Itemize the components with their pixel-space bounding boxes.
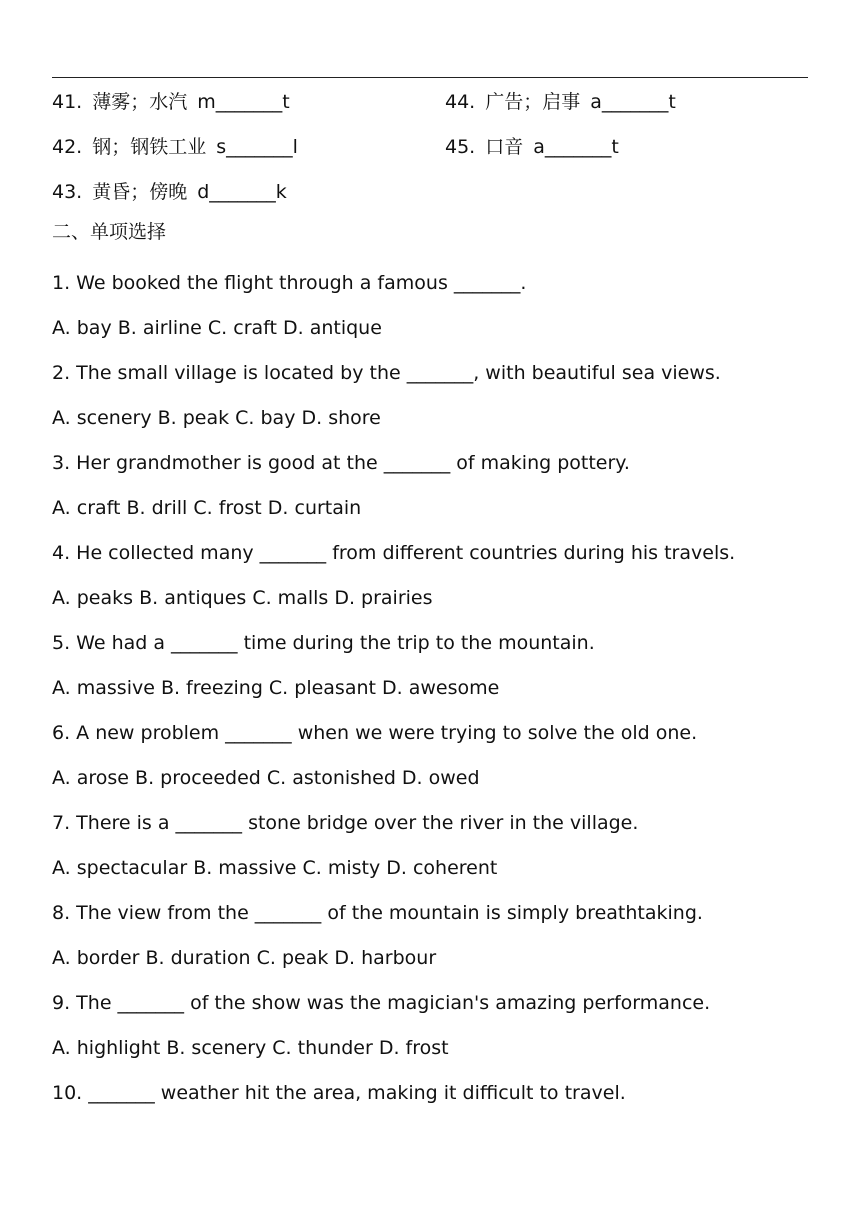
question-stem: 5. We had a _______ time during the trip to the mountain. [52, 632, 595, 654]
vocab-item-42 [52, 131, 298, 163]
vocab-item-44 [445, 86, 676, 118]
question-options: A. spectacular B. massive C. misty D. coherent [52, 857, 498, 879]
question-stem: 2. The small village is located by the _______, with beautiful sea views. [52, 362, 721, 384]
question-stem: 1. We booked the flight through a famous _______. [52, 272, 527, 294]
vocab-hint: 钢；钢铁工业 [92, 136, 207, 158]
vocab-hint: 黄昏；傍晚 [92, 181, 188, 203]
vocab-item-45 [445, 131, 619, 163]
section-title: 二、单项选择 [52, 221, 167, 243]
question-options: A. craft B. drill C. frost D. curtain [52, 497, 362, 519]
vocab-hint: 广告；启事 [485, 91, 581, 113]
question-stem: 8. The view from the _______ of the mountain is simply breathtaking. [52, 902, 703, 924]
question-stem: 10. _______ weather hit the area, making it difficult to travel. [52, 1082, 626, 1104]
question-options: A. scenery B. peak C. bay D. shore [52, 407, 381, 429]
question-options: A. massive B. freezing C. pleasant D. awesome [52, 677, 500, 699]
question-list [52, 261, 832, 1116]
vocab-blank: s_______l [216, 136, 298, 158]
header-rule [52, 77, 808, 78]
vocab-number: 44. [445, 91, 476, 113]
question-options: A. border B. duration C. peak D. harbour [52, 947, 437, 969]
question-options: A. peaks B. antiques C. malls D. prairies [52, 587, 433, 609]
vocab-hint: 口音 [485, 136, 524, 158]
vocab-hint: 薄雾；水汽 [92, 91, 188, 113]
question-options: A. highlight B. scenery C. thunder D. frost [52, 1037, 449, 1059]
vocab-number: 45. [445, 136, 476, 158]
question-stem: 3. Her grandmother is good at the _______ of making pottery. [52, 452, 630, 474]
question-options: A. bay B. airline C. craft D. antique [52, 317, 382, 339]
vocab-number: 42. [52, 136, 83, 158]
question-stem: 4. He collected many _______ from different countries during his travels. [52, 542, 736, 564]
question-stem: 6. A new problem _______ when we were trying to solve the old one. [52, 722, 698, 744]
vocab-item-43 [52, 176, 287, 208]
question-stem: 7. There is a _______ stone bridge over the river in the village. [52, 812, 639, 834]
vocab-number: 41. [52, 91, 83, 113]
vocab-number: 43. [52, 181, 83, 203]
question-options: A. arose B. proceeded C. astonished D. owed [52, 767, 480, 789]
vocab-item-41 [52, 86, 290, 118]
question-stem: 9. The _______ of the show was the magician's amazing performance. [52, 992, 711, 1014]
vocab-blank: m_______t [197, 91, 290, 113]
vocab-blank: a_______t [590, 91, 676, 113]
vocab-blank: d_______k [197, 181, 287, 203]
vocab-blank: a_______t [533, 136, 619, 158]
